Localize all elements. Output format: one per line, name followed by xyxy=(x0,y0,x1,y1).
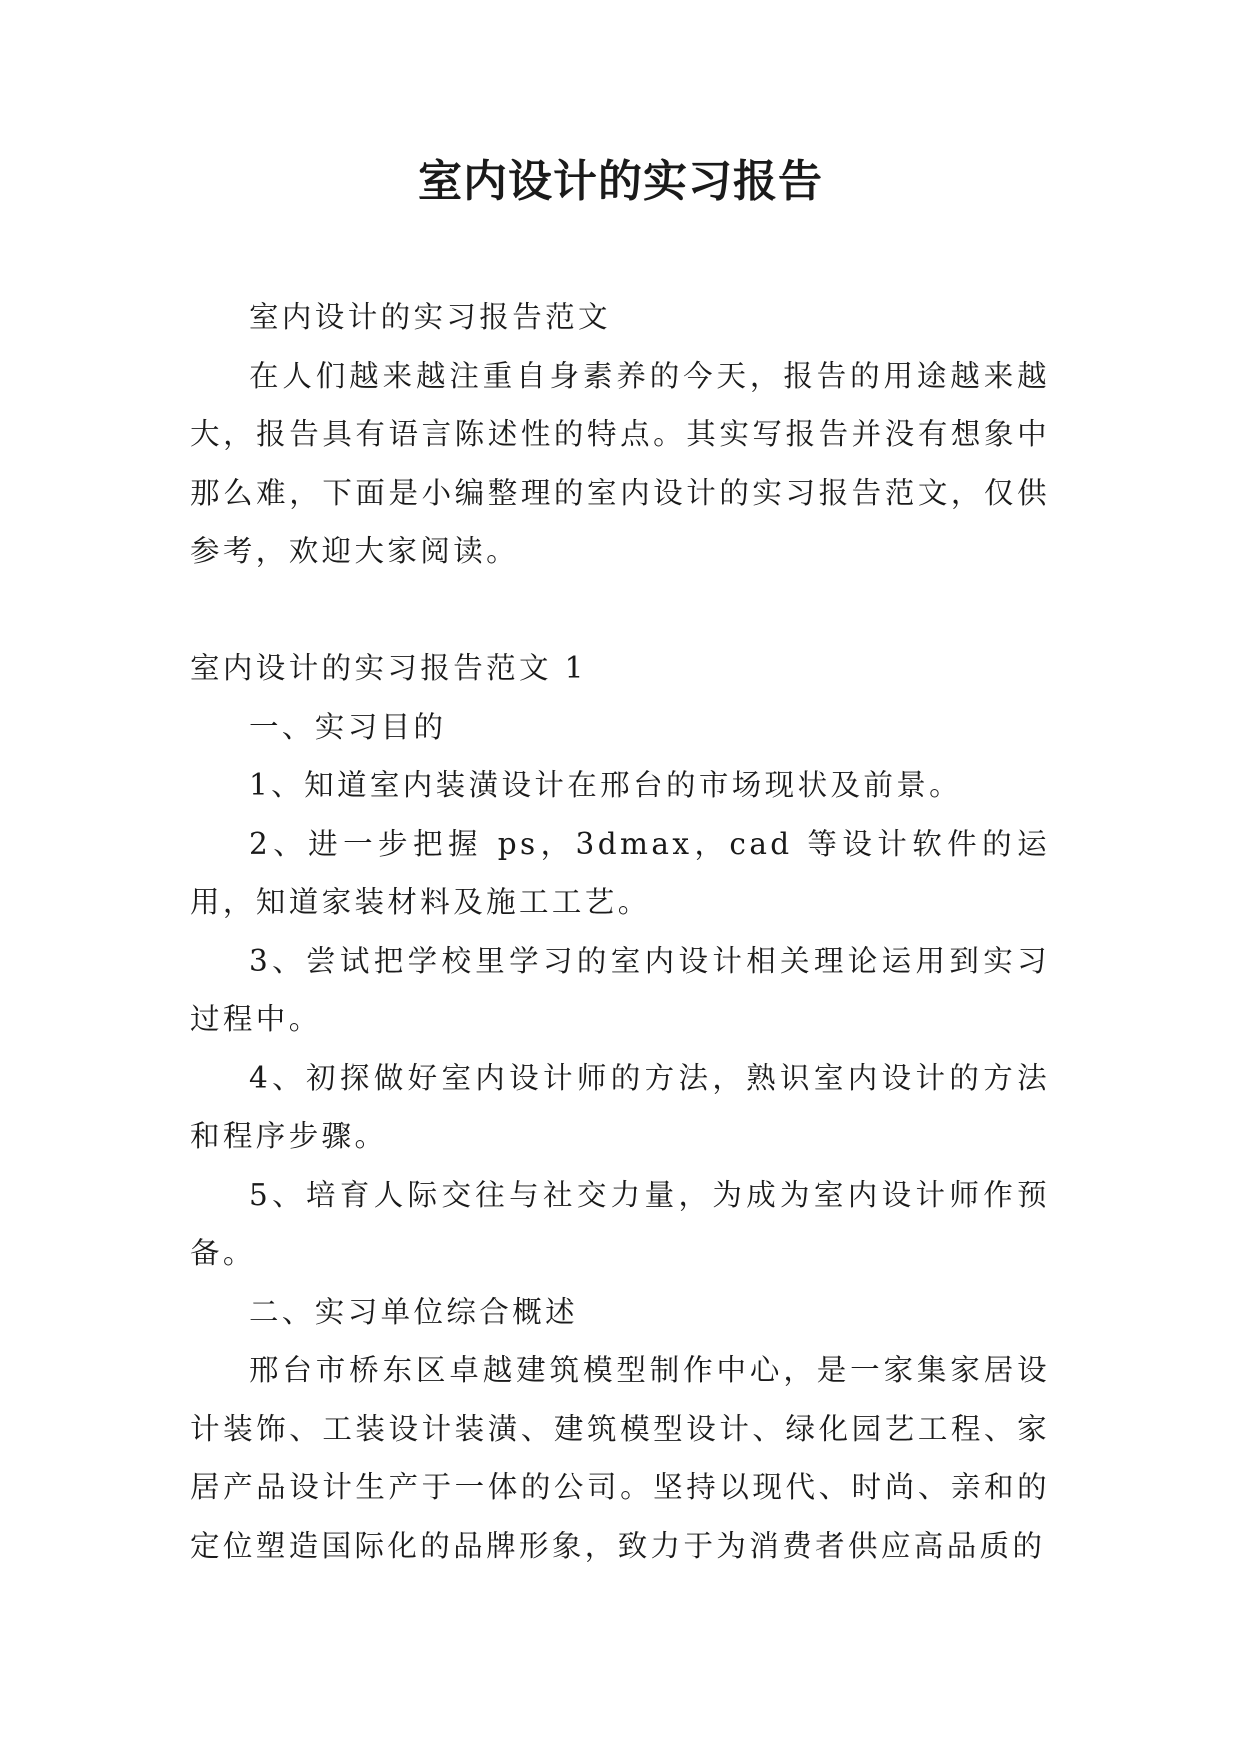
list-item: 3、尝试把学校里学习的室内设计相关理论运用到实习过程中。 xyxy=(190,943,1050,1036)
heading-overview: 二、实习单位综合概述 xyxy=(249,1294,579,1329)
section-title: 室内设计的实习报告范文 1 xyxy=(190,651,587,685)
paragraph-gap xyxy=(190,581,1050,640)
list-item: 2、进一步把握 ps，3dmax，cad 等设计软件的运用，知道家装材料及施工工艺。 xyxy=(190,826,1050,919)
subtitle-paragraph: 室内设计的实习报告范文 xyxy=(249,300,611,334)
overview-paragraph: 邢台市桥东区卓越建筑模型制作中心，是一家集家居设计装饰、工装设计装潢、建筑模型设计、绿化园艺工程、家居产品设计生产于一体的公司。坚持以现代、时尚、亲和的定位塑造国际化的品牌形象，致力于为消费者供应高品质的 xyxy=(190,1353,1050,1563)
document-title: 室内设计的实习报告 xyxy=(418,156,823,207)
heading-objectives: 一、实习目的 xyxy=(249,709,447,744)
document-body xyxy=(190,288,1050,1575)
list-item: 1、知道室内装潢设计在邢台的市场现状及前景。 xyxy=(249,768,963,802)
list-item: 4、初探做好室内设计师的方法，熟识室内设计的方法和程序步骤。 xyxy=(190,1060,1050,1153)
intro-paragraph: 在人们越来越注重自身素养的今天，报告的用途越来越大，报告具有语言陈述性的特点。其实写报告并没有想象中那么难，下面是小编整理的室内设计的实习报告范文，仅供参考，欢迎大家阅读。 xyxy=(190,358,1050,568)
list-item: 5、培育人际交往与社交力量，为成为室内设计师作预备。 xyxy=(190,1177,1050,1270)
